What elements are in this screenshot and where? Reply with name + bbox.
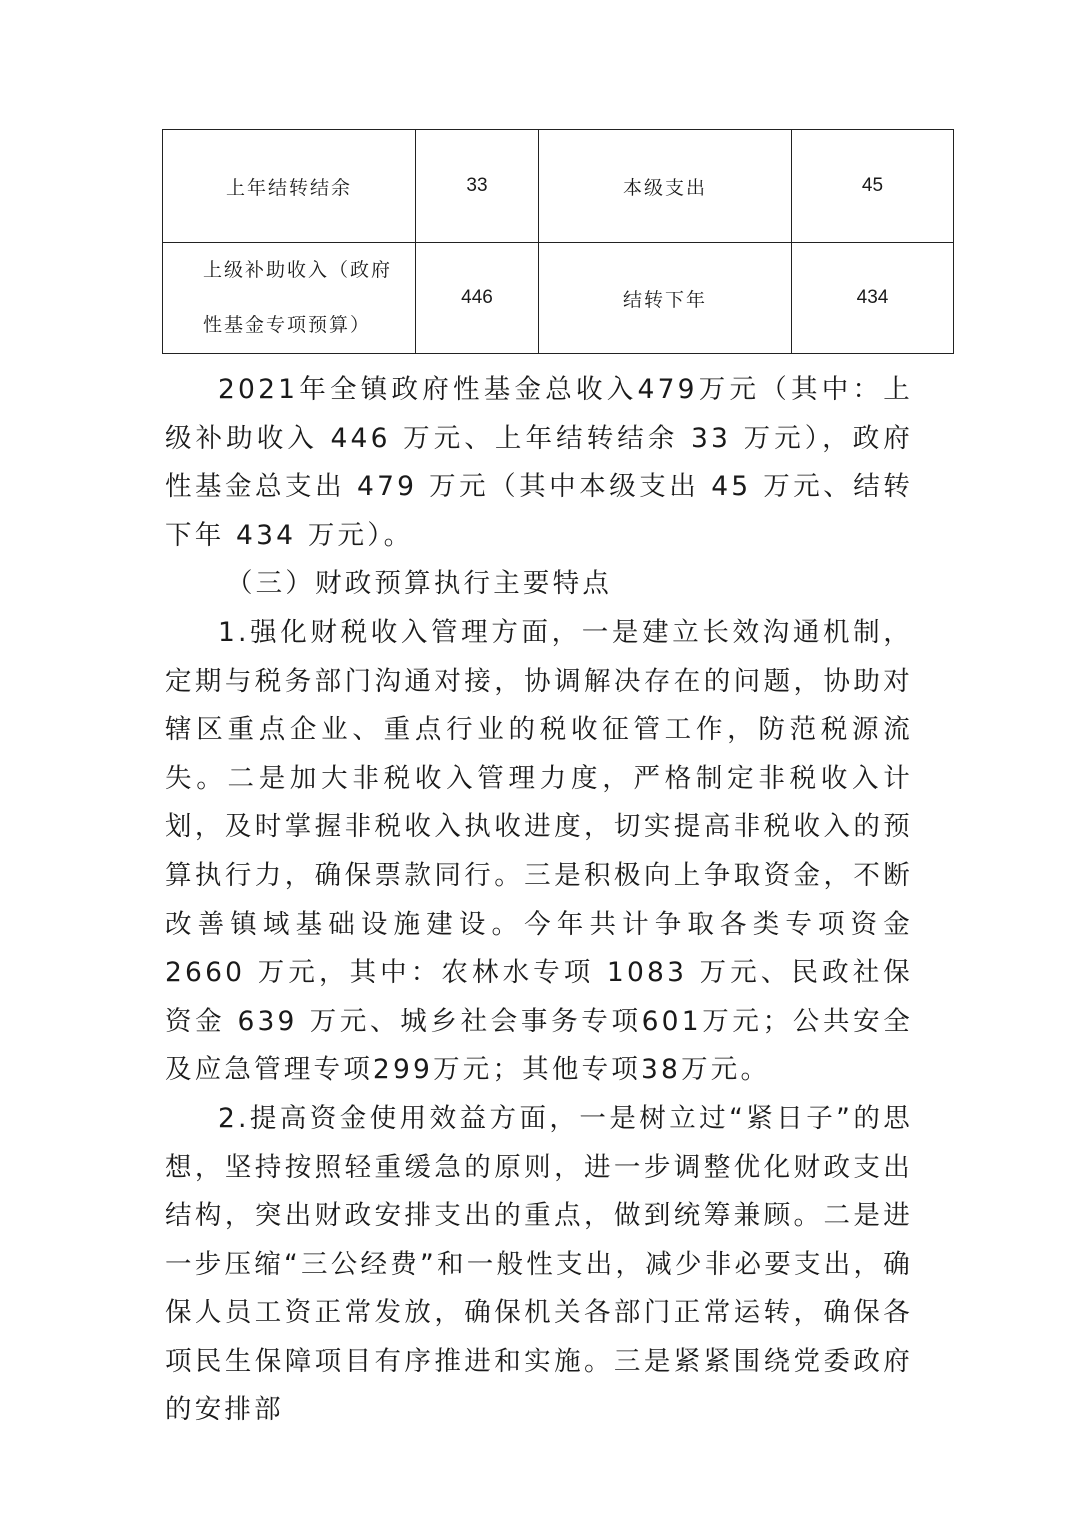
table-row (163, 243, 954, 354)
table-cell-label: 结转下年 (539, 243, 792, 354)
table-cell-label: 上年结转结余 (163, 130, 416, 243)
table-cell-value: 45 (792, 130, 954, 243)
paragraph-fund-efficiency: 2.提高资金使用效益方面，一是树立过“紧日子”的思想，坚持按照轻重缓急的原则，进一步调整优化财政支出结构，突出财政安排支出的重点，做到统筹兼顾。二是进一步压缩“三公经费”和一般性支出，减少非必要支出，确保人员工资正常发放，确保机关各部门正常运转，确保各项民生保障项目有序推进和实施。三是紧紧围绕党委政府的安排部 (165, 1102, 913, 1426)
paragraph-tax-revenue: 1.强化财税收入管理方面，一是建立长效沟通机制，定期与税务部门沟通对接，协调解决存在的问题，协助对辖区重点企业、重点行业的税收征管工作，防范税源流失。二是加大非税收入管理力度，严格制定非税收入计划，及时掌握非税收入执收进度，切实提高非税收入的预算执行力，确保票款同行。三是积极向上争取资金，不断改善镇域基础设施建设。今年共计争取各类专项资金 2660 万元，其中：农林水专项 1083 万元、民政社保资金 639 万元、城乡社会事务专项601万元；公共安全及应急管理专项299万元；其他专项38万元。 (165, 616, 913, 1086)
table-cell-value: 434 (792, 243, 954, 354)
body-text (165, 366, 913, 1435)
section-heading: （三）财政预算执行主要特点 (225, 568, 613, 600)
table-row (163, 130, 954, 243)
paragraph-fund-summary: 2021年全镇政府性基金总收入479万元（其中：上级补助收入 446 万元、上年结转结余 33 万元），政府性基金总支出 479 万元（其中本级支出 45 万元、结转下年 434 万元）。 (165, 374, 913, 551)
table-cell-label: 本级支出 (539, 130, 792, 243)
table-cell-value: 33 (416, 130, 539, 243)
table-cell-label-line: 性基金专项预算） (203, 314, 372, 336)
table-cell-value: 446 (416, 243, 539, 354)
fund-table (162, 129, 954, 354)
table-cell-label-line: 上级补助收入（政府 (203, 259, 393, 281)
table-cell-label (163, 243, 416, 354)
